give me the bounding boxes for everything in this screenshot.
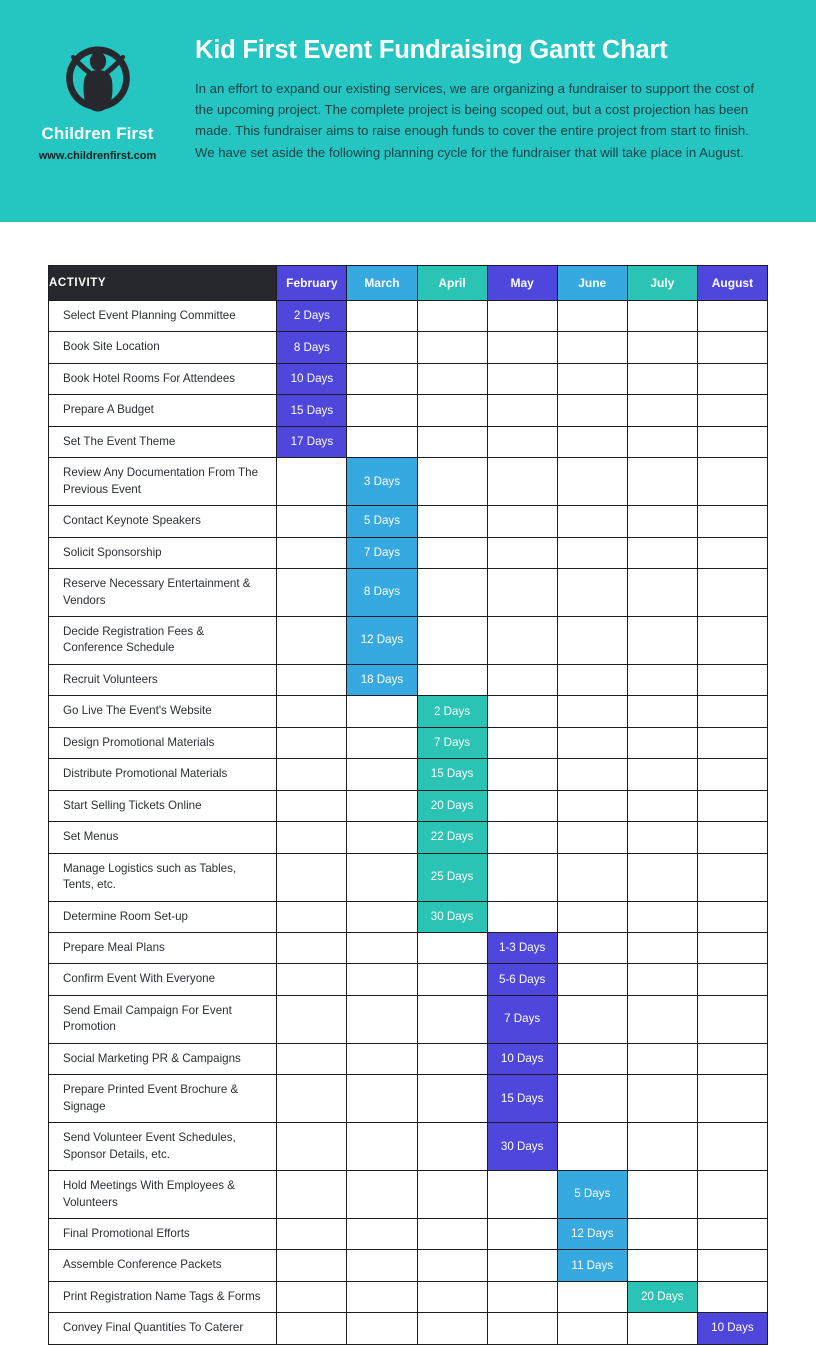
- gantt-cell-empty[interactable]: [557, 426, 627, 457]
- table-row: [49, 664, 768, 695]
- table-row: [49, 759, 768, 790]
- table-row: [49, 1313, 768, 1344]
- gantt-table-body: [49, 301, 768, 1345]
- gantt-cell-empty[interactable]: [697, 727, 767, 758]
- gantt-cell-empty[interactable]: [697, 426, 767, 457]
- gantt-cell-empty[interactable]: [557, 332, 627, 363]
- gantt-cell-empty[interactable]: [487, 1313, 557, 1344]
- table-row: [49, 537, 768, 568]
- gantt-bar-march[interactable]: 7 Days: [347, 537, 417, 568]
- activity-label: Reserve Necessary Entertainment & Vendors: [49, 569, 277, 617]
- activity-label: Confirm Event With Everyone: [49, 964, 277, 995]
- gantt-cell-empty[interactable]: [277, 1043, 347, 1074]
- brand-url: www.childrenfirst.com: [38, 150, 157, 162]
- gantt-cell-empty[interactable]: [557, 964, 627, 995]
- gantt-cell-empty[interactable]: [277, 569, 347, 617]
- gantt-cell-empty[interactable]: [697, 696, 767, 727]
- gantt-bar-april[interactable]: 7 Days: [417, 727, 487, 758]
- gantt-cell-empty[interactable]: [697, 1218, 767, 1249]
- gantt-bar-march[interactable]: 3 Days: [347, 458, 417, 506]
- gantt-cell-empty[interactable]: [697, 1043, 767, 1074]
- gantt-cell-empty[interactable]: [557, 853, 627, 901]
- column-header-may[interactable]: May: [487, 266, 557, 301]
- gantt-cell-empty[interactable]: [627, 1075, 697, 1123]
- gantt-cell-empty[interactable]: [347, 964, 417, 995]
- gantt-cell-empty[interactable]: [697, 901, 767, 932]
- gantt-cell-empty[interactable]: [347, 932, 417, 963]
- gantt-cell-empty[interactable]: [697, 616, 767, 664]
- activity-label: Manage Logistics such as Tables, Tents, etc.: [49, 853, 277, 901]
- column-header-august[interactable]: August: [697, 266, 767, 301]
- gantt-cell-empty[interactable]: [487, 901, 557, 932]
- activity-label: Distribute Promotional Materials: [49, 759, 277, 790]
- gantt-cell-empty[interactable]: [347, 822, 417, 853]
- gantt-cell-empty[interactable]: [557, 901, 627, 932]
- gantt-cell-empty[interactable]: [557, 1075, 627, 1123]
- gantt-cell-empty[interactable]: [277, 537, 347, 568]
- gantt-cell-empty[interactable]: [277, 458, 347, 506]
- gantt-cell-empty[interactable]: [627, 569, 697, 617]
- gantt-cell-empty[interactable]: [277, 1313, 347, 1344]
- gantt-cell-empty[interactable]: [277, 822, 347, 853]
- gantt-bar-may[interactable]: 5-6 Days: [487, 964, 557, 995]
- gantt-cell-empty[interactable]: [697, 1075, 767, 1123]
- gantt-cell-empty[interactable]: [347, 901, 417, 932]
- gantt-cell-empty[interactable]: [557, 759, 627, 790]
- gantt-cell-empty[interactable]: [487, 1171, 557, 1219]
- gantt-cell-empty[interactable]: [697, 395, 767, 426]
- table-row: [49, 1250, 768, 1281]
- table-row: [49, 1043, 768, 1074]
- gantt-cell-empty[interactable]: [347, 1043, 417, 1074]
- gantt-cell-empty[interactable]: [627, 537, 697, 568]
- gantt-cell-empty[interactable]: [487, 395, 557, 426]
- activity-label: Prepare A Budget: [49, 395, 277, 426]
- gantt-cell-empty[interactable]: [417, 363, 487, 394]
- gantt-cell-empty[interactable]: [277, 901, 347, 932]
- table-row: [49, 1075, 768, 1123]
- gantt-cell-empty[interactable]: [487, 332, 557, 363]
- gantt-cell-empty[interactable]: [347, 759, 417, 790]
- gantt-cell-empty[interactable]: [277, 790, 347, 821]
- gantt-cell-empty[interactable]: [697, 995, 767, 1043]
- activity-label: Convey Final Quantities To Caterer: [49, 1313, 277, 1344]
- gantt-cell-empty[interactable]: [347, 1218, 417, 1249]
- gantt-cell-empty[interactable]: [627, 1123, 697, 1171]
- banner-description: In an effort to expand our existing services, we are organizing a fundraiser to support the cost of the upcoming project. The complete project is being scoped out, but a cost projection has been made. This fundraiser aims to raise enough funds to cover the entire project from start to finish. We have set aside the following planning cycle for the fundraiser that will take place in August.: [195, 80, 755, 160]
- gantt-cell-empty[interactable]: [277, 664, 347, 695]
- gantt-cell-empty[interactable]: [417, 458, 487, 506]
- gantt-bar-april[interactable]: 22 Days: [417, 822, 487, 853]
- gantt-cell-empty[interactable]: [627, 964, 697, 995]
- column-header-february[interactable]: February: [277, 266, 347, 301]
- gantt-cell-empty[interactable]: [557, 1313, 627, 1344]
- gantt-cell-empty[interactable]: [627, 1171, 697, 1219]
- table-row: [49, 727, 768, 758]
- gantt-cell-empty[interactable]: [277, 1281, 347, 1312]
- gantt-cell-empty[interactable]: [487, 790, 557, 821]
- children-first-logo-icon: [61, 42, 135, 116]
- gantt-cell-empty[interactable]: [627, 1218, 697, 1249]
- gantt-cell-empty[interactable]: [557, 363, 627, 394]
- gantt-bar-february[interactable]: 15 Days: [277, 395, 347, 426]
- gantt-cell-empty[interactable]: [277, 1171, 347, 1219]
- gantt-cell-empty[interactable]: [487, 1281, 557, 1312]
- activity-label: Book Hotel Rooms For Attendees: [49, 363, 277, 394]
- gantt-cell-empty[interactable]: [347, 790, 417, 821]
- table-row: [49, 822, 768, 853]
- gantt-cell-empty[interactable]: [627, 790, 697, 821]
- gantt-cell-empty[interactable]: [417, 995, 487, 1043]
- activity-label: Select Event Planning Committee: [49, 301, 277, 332]
- gantt-cell-empty[interactable]: [487, 696, 557, 727]
- gantt-cell-empty[interactable]: [347, 727, 417, 758]
- gantt-cell-empty[interactable]: [557, 537, 627, 568]
- gantt-cell-empty[interactable]: [557, 790, 627, 821]
- gantt-cell-empty[interactable]: [347, 696, 417, 727]
- gantt-bar-march[interactable]: 12 Days: [347, 616, 417, 664]
- activity-label: Book Site Location: [49, 332, 277, 363]
- activity-label: Determine Room Set-up: [49, 901, 277, 932]
- activity-label: Prepare Meal Plans: [49, 932, 277, 963]
- gantt-cell-empty[interactable]: [557, 1123, 627, 1171]
- activity-label: Decide Registration Fees & Conference Schedule: [49, 616, 277, 664]
- activity-label: Final Promotional Efforts: [49, 1218, 277, 1249]
- gantt-cell-empty[interactable]: [697, 664, 767, 695]
- gantt-cell-empty[interactable]: [557, 822, 627, 853]
- table-row: [49, 901, 768, 932]
- table-row: [49, 332, 768, 363]
- gantt-cell-empty[interactable]: [277, 616, 347, 664]
- activity-label: Solicit Sponsorship: [49, 537, 277, 568]
- activity-label: Send Email Campaign For Event Promotion: [49, 995, 277, 1043]
- table-row: [49, 395, 768, 426]
- gantt-cell-empty[interactable]: [417, 537, 487, 568]
- activity-label: Design Promotional Materials: [49, 727, 277, 758]
- gantt-cell-empty[interactable]: [417, 1123, 487, 1171]
- gantt-cell-empty[interactable]: [417, 1075, 487, 1123]
- gantt-cell-empty[interactable]: [487, 458, 557, 506]
- page-title: Kid First Event Fundraising Gantt Chart: [195, 36, 668, 64]
- gantt-bar-june[interactable]: 5 Days: [557, 1171, 627, 1219]
- gantt-cell-empty[interactable]: [347, 1075, 417, 1123]
- brand-name: Children First: [41, 124, 154, 143]
- gantt-cell-empty[interactable]: [557, 664, 627, 695]
- activity-label: Start Selling Tickets Online: [49, 790, 277, 821]
- gantt-cell-empty[interactable]: [417, 569, 487, 617]
- gantt-cell-empty[interactable]: [627, 901, 697, 932]
- gantt-table-head: [49, 266, 768, 301]
- table-row: [49, 1123, 768, 1171]
- column-header-june[interactable]: June: [557, 266, 627, 301]
- banner-text-block: [195, 0, 795, 163]
- gantt-cell-empty[interactable]: [627, 727, 697, 758]
- gantt-cell-empty[interactable]: [627, 616, 697, 664]
- table-row: [49, 790, 768, 821]
- gantt-cell-empty[interactable]: [627, 506, 697, 537]
- gantt-cell-empty[interactable]: [487, 616, 557, 664]
- gantt-bar-february[interactable]: 10 Days: [277, 363, 347, 394]
- gantt-cell-empty[interactable]: [417, 395, 487, 426]
- gantt-cell-empty[interactable]: [697, 790, 767, 821]
- gantt-cell-empty[interactable]: [697, 506, 767, 537]
- gantt-cell-empty[interactable]: [697, 1250, 767, 1281]
- gantt-header-row: [49, 266, 768, 301]
- gantt-cell-empty[interactable]: [627, 332, 697, 363]
- gantt-cell-empty[interactable]: [417, 932, 487, 963]
- gantt-cell-empty[interactable]: [697, 759, 767, 790]
- gantt-cell-empty[interactable]: [557, 569, 627, 617]
- gantt-cell-empty[interactable]: [697, 822, 767, 853]
- gantt-cell-empty[interactable]: [347, 1123, 417, 1171]
- gantt-cell-empty[interactable]: [417, 426, 487, 457]
- gantt-cell-empty[interactable]: [277, 995, 347, 1043]
- gantt-cell-empty[interactable]: [347, 395, 417, 426]
- gantt-cell-empty[interactable]: [557, 1281, 627, 1312]
- gantt-cell-empty[interactable]: [487, 822, 557, 853]
- gantt-cell-empty[interactable]: [417, 1250, 487, 1281]
- gantt-cell-empty[interactable]: [277, 1218, 347, 1249]
- gantt-cell-empty[interactable]: [487, 426, 557, 457]
- gantt-cell-empty[interactable]: [557, 727, 627, 758]
- gantt-bar-february[interactable]: 2 Days: [277, 301, 347, 332]
- gantt-cell-empty[interactable]: [627, 363, 697, 394]
- gantt-bar-august[interactable]: 10 Days: [697, 1313, 767, 1344]
- gantt-cell-empty[interactable]: [347, 426, 417, 457]
- gantt-cell-empty[interactable]: [347, 1281, 417, 1312]
- gantt-cell-empty[interactable]: [417, 1043, 487, 1074]
- activity-label: Send Volunteer Event Schedules, Sponsor Details, etc.: [49, 1123, 277, 1171]
- table-row: [49, 932, 768, 963]
- gantt-cell-empty[interactable]: [487, 664, 557, 695]
- gantt-bar-may[interactable]: 15 Days: [487, 1075, 557, 1123]
- gantt-cell-empty[interactable]: [627, 395, 697, 426]
- gantt-cell-empty[interactable]: [487, 853, 557, 901]
- gantt-cell-empty[interactable]: [697, 332, 767, 363]
- gantt-cell-empty[interactable]: [697, 301, 767, 332]
- table-row: [49, 616, 768, 664]
- gantt-cell-empty[interactable]: [347, 301, 417, 332]
- gantt-bar-may[interactable]: 30 Days: [487, 1123, 557, 1171]
- gantt-bar-march[interactable]: 5 Days: [347, 506, 417, 537]
- gantt-bar-march[interactable]: 18 Days: [347, 664, 417, 695]
- gantt-cell-empty[interactable]: [697, 1281, 767, 1312]
- gantt-cell-empty[interactable]: [417, 664, 487, 695]
- gantt-bar-february[interactable]: 17 Days: [277, 426, 347, 457]
- column-header-july[interactable]: July: [627, 266, 697, 301]
- table-row: [49, 1218, 768, 1249]
- gantt-cell-empty[interactable]: [557, 458, 627, 506]
- column-header-march[interactable]: March: [347, 266, 417, 301]
- activity-label: Social Marketing PR & Campaigns: [49, 1043, 277, 1074]
- gantt-cell-empty[interactable]: [697, 458, 767, 506]
- gantt-cell-empty[interactable]: [277, 853, 347, 901]
- gantt-cell-empty[interactable]: [627, 696, 697, 727]
- gantt-cell-empty[interactable]: [627, 458, 697, 506]
- gantt-cell-empty[interactable]: [347, 995, 417, 1043]
- activity-label: Set The Event Theme: [49, 426, 277, 457]
- gantt-cell-empty[interactable]: [557, 995, 627, 1043]
- gantt-cell-empty[interactable]: [417, 301, 487, 332]
- table-row: [49, 506, 768, 537]
- gantt-cell-empty[interactable]: [417, 616, 487, 664]
- activity-label: Set Menus: [49, 822, 277, 853]
- gantt-cell-empty[interactable]: [487, 569, 557, 617]
- gantt-cell-empty[interactable]: [417, 1171, 487, 1219]
- gantt-cell-empty[interactable]: [557, 1043, 627, 1074]
- activity-label: Review Any Documentation From The Previous Event: [49, 458, 277, 506]
- activity-label: Prepare Printed Event Brochure & Signage: [49, 1075, 277, 1123]
- gantt-cell-empty[interactable]: [347, 363, 417, 394]
- activity-label: Assemble Conference Packets: [49, 1250, 277, 1281]
- gantt-cell-empty[interactable]: [487, 1250, 557, 1281]
- table-row: [49, 964, 768, 995]
- page-banner: [0, 0, 816, 222]
- gantt-cell-empty[interactable]: [487, 301, 557, 332]
- gantt-bar-july[interactable]: 20 Days: [627, 1281, 697, 1312]
- gantt-cell-empty[interactable]: [557, 616, 627, 664]
- table-row: [49, 569, 768, 617]
- gantt-cell-empty[interactable]: [417, 506, 487, 537]
- gantt-cell-empty[interactable]: [557, 301, 627, 332]
- gantt-bar-june[interactable]: 11 Days: [557, 1250, 627, 1281]
- gantt-cell-empty[interactable]: [697, 932, 767, 963]
- gantt-cell-empty[interactable]: [277, 727, 347, 758]
- gantt-bar-april[interactable]: 25 Days: [417, 853, 487, 901]
- gantt-cell-empty[interactable]: [347, 1250, 417, 1281]
- gantt-cell-empty[interactable]: [417, 1218, 487, 1249]
- gantt-cell-empty[interactable]: [277, 696, 347, 727]
- gantt-bar-june[interactable]: 12 Days: [557, 1218, 627, 1249]
- gantt-cell-empty[interactable]: [557, 506, 627, 537]
- activity-label: Contact Keynote Speakers: [49, 506, 277, 537]
- gantt-bar-march[interactable]: 8 Days: [347, 569, 417, 617]
- gantt-cell-empty[interactable]: [277, 932, 347, 963]
- gantt-bar-may[interactable]: 7 Days: [487, 995, 557, 1043]
- activity-label: Hold Meetings With Employees & Volunteers: [49, 1171, 277, 1219]
- gantt-cell-empty[interactable]: [277, 1075, 347, 1123]
- gantt-cell-empty[interactable]: [697, 537, 767, 568]
- gantt-cell-empty[interactable]: [487, 506, 557, 537]
- gantt-bar-april[interactable]: 30 Days: [417, 901, 487, 932]
- gantt-chart-table: [48, 265, 768, 1345]
- gantt-cell-empty[interactable]: [277, 759, 347, 790]
- gantt-cell-empty[interactable]: [557, 395, 627, 426]
- gantt-cell-empty[interactable]: [697, 1171, 767, 1219]
- table-row: [49, 853, 768, 901]
- gantt-cell-empty[interactable]: [277, 1123, 347, 1171]
- table-row: [49, 458, 768, 506]
- gantt-cell-empty[interactable]: [347, 1171, 417, 1219]
- gantt-cell-empty[interactable]: [627, 426, 697, 457]
- table-row: [49, 1171, 768, 1219]
- gantt-cell-empty[interactable]: [487, 537, 557, 568]
- gantt-cell-empty[interactable]: [627, 301, 697, 332]
- table-row: [49, 301, 768, 332]
- gantt-cell-empty[interactable]: [487, 1218, 557, 1249]
- gantt-cell-empty[interactable]: [627, 664, 697, 695]
- brand-block: [0, 0, 195, 162]
- table-row: [49, 1281, 768, 1312]
- column-header-april[interactable]: April: [417, 266, 487, 301]
- gantt-bar-may[interactable]: 10 Days: [487, 1043, 557, 1074]
- activity-label: Go Live The Event's Website: [49, 696, 277, 727]
- gantt-cell-empty[interactable]: [277, 964, 347, 995]
- gantt-cell-empty[interactable]: [697, 569, 767, 617]
- gantt-cell-empty[interactable]: [697, 964, 767, 995]
- gantt-cell-empty[interactable]: [627, 759, 697, 790]
- activity-label: Recruit Volunteers: [49, 664, 277, 695]
- table-row: [49, 363, 768, 394]
- gantt-cell-empty[interactable]: [627, 822, 697, 853]
- gantt-bar-february[interactable]: 8 Days: [277, 332, 347, 363]
- table-row: [49, 995, 768, 1043]
- gantt-cell-empty[interactable]: [347, 1313, 417, 1344]
- gantt-cell-empty[interactable]: [487, 363, 557, 394]
- gantt-cell-empty[interactable]: [277, 506, 347, 537]
- column-header-activity: ACTIVITY: [49, 266, 277, 301]
- table-row: [49, 696, 768, 727]
- gantt-cell-empty[interactable]: [557, 696, 627, 727]
- gantt-cell-empty[interactable]: [697, 853, 767, 901]
- table-row: [49, 426, 768, 457]
- gantt-cell-empty[interactable]: [557, 932, 627, 963]
- gantt-cell-empty[interactable]: [417, 1281, 487, 1312]
- gantt-bar-may[interactable]: 1-3 Days: [487, 932, 557, 963]
- gantt-cell-empty[interactable]: [627, 853, 697, 901]
- gantt-bar-april[interactable]: 15 Days: [417, 759, 487, 790]
- gantt-cell-empty[interactable]: [697, 363, 767, 394]
- gantt-cell-empty[interactable]: [627, 932, 697, 963]
- gantt-cell-empty[interactable]: [487, 727, 557, 758]
- gantt-cell-empty[interactable]: [417, 1313, 487, 1344]
- gantt-cell-empty[interactable]: [627, 1313, 697, 1344]
- activity-label: Print Registration Name Tags & Forms: [49, 1281, 277, 1312]
- gantt-bar-april[interactable]: 20 Days: [417, 790, 487, 821]
- gantt-cell-empty[interactable]: [347, 853, 417, 901]
- gantt-cell-empty[interactable]: [487, 759, 557, 790]
- gantt-bar-april[interactable]: 2 Days: [417, 696, 487, 727]
- gantt-cell-empty[interactable]: [417, 964, 487, 995]
- gantt-cell-empty[interactable]: [347, 332, 417, 363]
- gantt-cell-empty[interactable]: [627, 1250, 697, 1281]
- gantt-cell-empty[interactable]: [627, 995, 697, 1043]
- gantt-cell-empty[interactable]: [417, 332, 487, 363]
- gantt-cell-empty[interactable]: [277, 1250, 347, 1281]
- gantt-cell-empty[interactable]: [627, 1043, 697, 1074]
- gantt-table-wrap: [0, 222, 816, 1345]
- gantt-cell-empty[interactable]: [697, 1123, 767, 1171]
